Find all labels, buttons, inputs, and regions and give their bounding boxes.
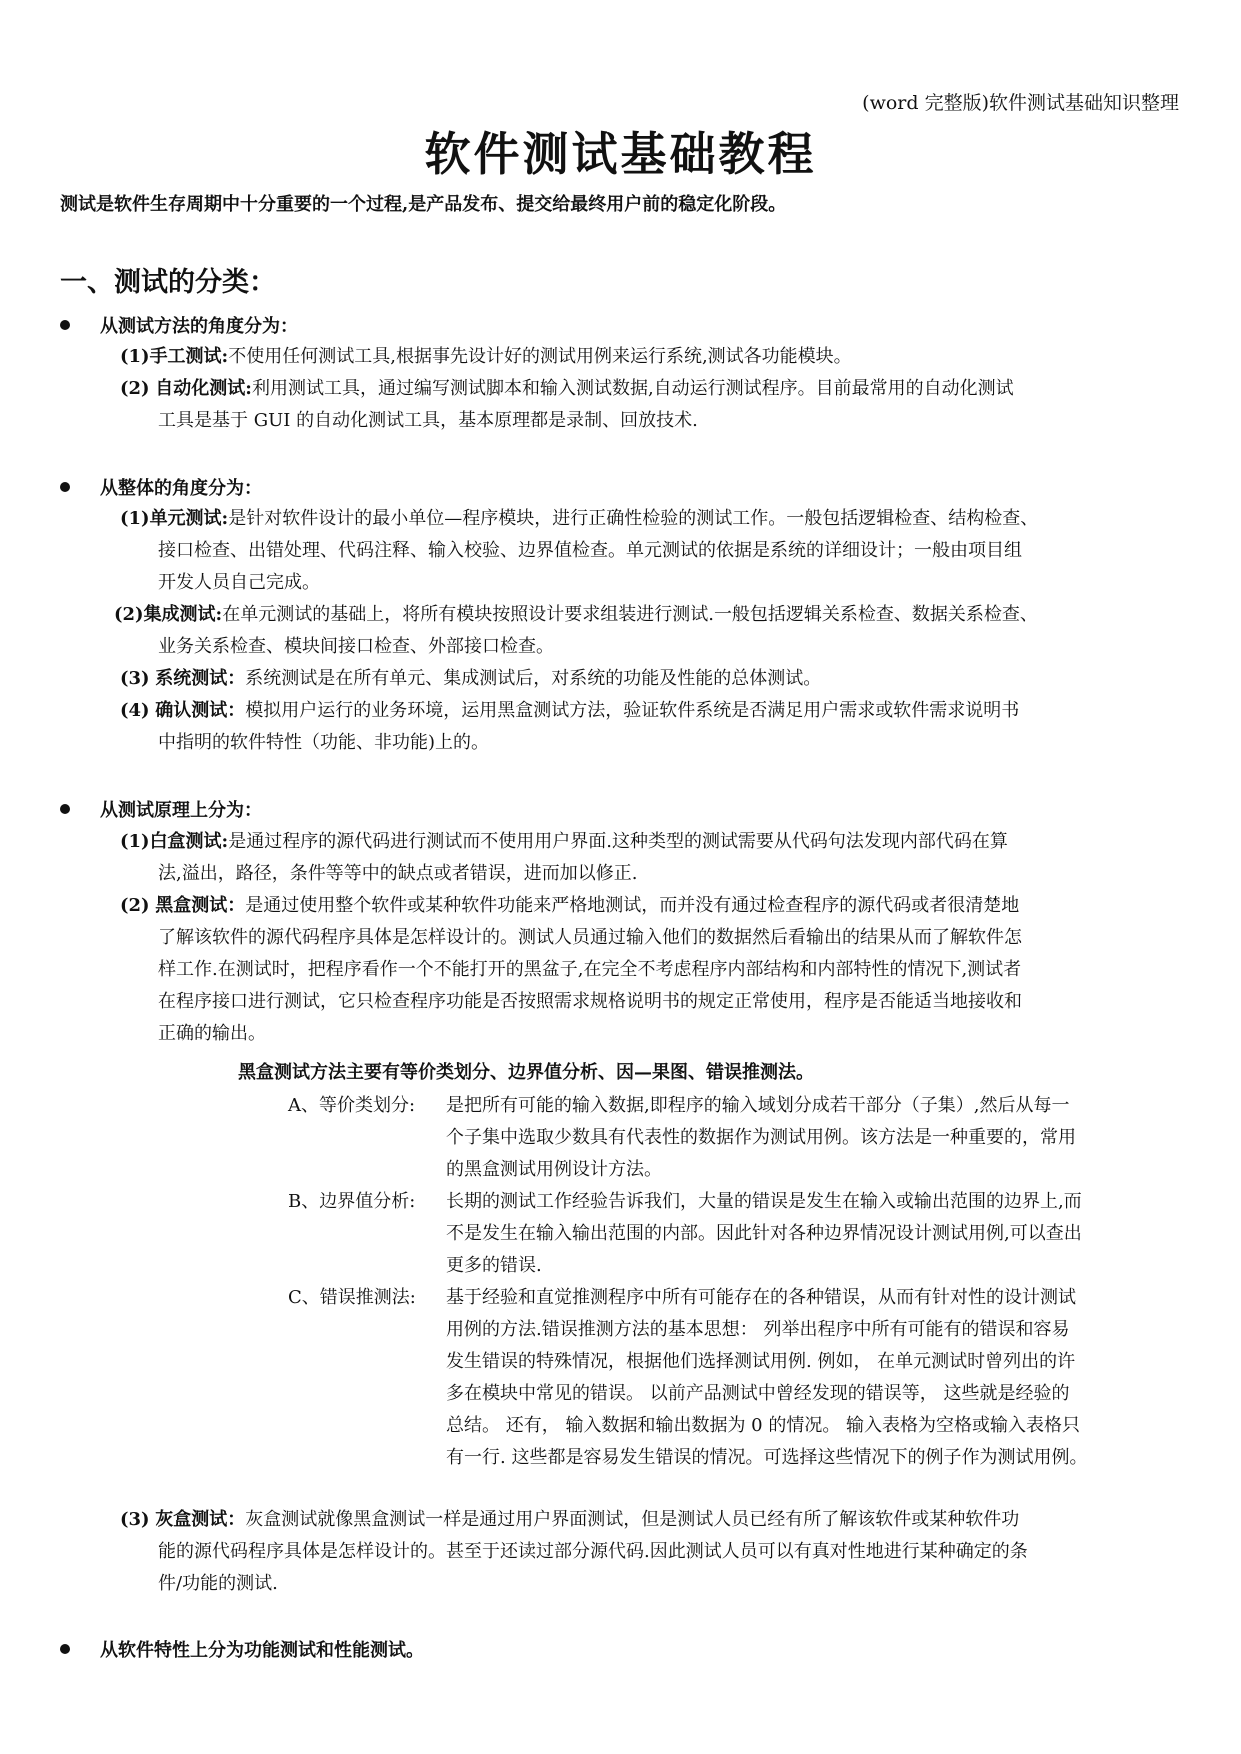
bullet-dot-icon bbox=[60, 804, 70, 814]
bullet-dot-icon bbox=[60, 482, 70, 492]
intro-paragraph: 测试是软件生存周期中十分重要的一个过程,是产品发布、提交给最终用户前的稳定化阶段。 bbox=[60, 194, 787, 215]
method-error-guessing: C、错误推测法: 基于经验和直觉推测程序中所有可能存在的各种错误，从而有针对性的设计测试 用例的方法.错误推测方法的基本思想： 列举出程序中所有可能有的错误和容易 发生错误的特殊情况，根据他们选择测试用例. 例如， 在单元测试时曾列出的许 多在模块中常见的错误。 以前产品测试中曾经发现的错误等， 这些就是经验的 总结。 还有， 输入数据和输出数据为 0 的情况。 输入表格为空格或输入表格只 有一行. 这些都是容易发生错误的情况。可选择这些情况下的例子作为测试用例。 bbox=[288, 1287, 1088, 1468]
item-black-box-test: (2) 黑盒测试：是通过使用整个软件或某种软件功能来严格地测试，而并没有通过检查程序的源代码或者很清楚地 了解该软件的源代码程序具体是怎样设计的。测试人员通过输入他们的数据然后看输出的结果从而了解软件怎 样工作.在测试时，把程序看作一个不能打开的黑盆子,在完全不考虑程序内部结构和内部特性的情况下,测试者 在程序接口进行测试，它只检查程序功能是否按照需求规格说明书的规定正常使用，程序是否能适当地接收和 正确的输出。 bbox=[120, 895, 1022, 1044]
item-system-test: (3) 系统测试：系统测试是在所有单元、集成测试后，对系统的功能及性能的总体测试。 bbox=[120, 668, 822, 689]
item-gray-box-test: (3) 灰盒测试：灰盒测试就像黑盒测试一样是通过用户界面测试，但是测试人员已经有所了解该软件或某种软件功 能的源代码程序具体是怎样设计的。甚至于还读过部分源代码.因此测试人员可以有真对性地进行某种确定的条 件/功能的测试. bbox=[120, 1509, 1028, 1594]
item-integration-test: (2)集成测试:在单元测试的基础上，将所有模块按照设计要求组装进行测试.一般包括逻辑关系检查、数据关系检查、 业务关系检查、模块间接口检查、外部接口检查。 bbox=[114, 604, 1038, 657]
bullet-dot-icon bbox=[60, 1644, 70, 1654]
item-acceptance-test: (4) 确认测试：模拟用户运行的业务环境，运用黑盒测试方法，验证软件系统是否满足用户需求或软件需求说明书 中指明的软件特性（功能、非功能)上的。 bbox=[120, 700, 1020, 753]
header-note: (word 完整版)软件测试基础知识整理 bbox=[862, 92, 1179, 114]
black-box-methods-heading: 黑盒测试方法主要有等价类划分、边界值分析、因—果图、错误推测法。 bbox=[238, 1062, 814, 1083]
item-white-box-test: (1)白盒测试:是通过程序的源代码进行测试而不使用用户界面.这种类型的测试需要从代码句法发现内部代码在算 法,溢出，路径，条件等等中的缺点或者错误，进而加以修正. bbox=[120, 831, 1008, 884]
item-unit-test: (1)单元测试:是针对软件设计的最小单位—程序模块，进行正确性检验的测试工作。一般包括逻辑检查、结构检查、 接口检查、出错处理、代码注释、输入校验、边界值检查。单元测试的依据是系统的详细设计；一般由项目组 开发人员自己完成。 bbox=[120, 508, 1039, 593]
bullet-test-principle: 从测试原理上分为： bbox=[60, 796, 262, 822]
bullet-test-method: 从测试方法的角度分为： bbox=[60, 312, 298, 338]
section-heading: 一、测试的分类： bbox=[60, 267, 276, 298]
bullet-software-feature: 从软件特性上分为功能测试和性能测试。 bbox=[60, 1636, 424, 1662]
item-manual-test: (1)手工测试:不使用任何测试工具,根据事先设计好的测试用例来运行系统,测试各功能模块。 bbox=[120, 346, 852, 367]
document-title: 软件测试基础教程 bbox=[424, 127, 817, 181]
method-equivalence-partition: A、等价类划分: 是把所有可能的输入数据,即程序的输入域划分成若干部分（子集）,然后从每一 个子集中选取少数具有代表性的数据作为测试用例。该方法是一种重要的，常用 的黑盒测试用例设计方法。 bbox=[288, 1095, 1076, 1180]
bullet-overall: 从整体的角度分为： bbox=[60, 474, 262, 500]
item-automation-test: (2) 自动化测试:利用测试工具，通过编写测试脚本和输入测试数据,自动运行测试程序。目前最常用的自动化测试 工具是基于 GUI 的自动化测试工具，基本原理都是录制、回放技术. bbox=[120, 378, 1014, 431]
method-boundary-value: B、边界值分析: 长期的测试工作经验告诉我们，大量的错误是发生在输入或输出范围的边界上,而 不是发生在输入输出范围的内部。因此针对各种边界情况设计测试用例,可以查出 更多的错误. bbox=[288, 1191, 1082, 1276]
bullet-dot-icon bbox=[60, 320, 70, 330]
